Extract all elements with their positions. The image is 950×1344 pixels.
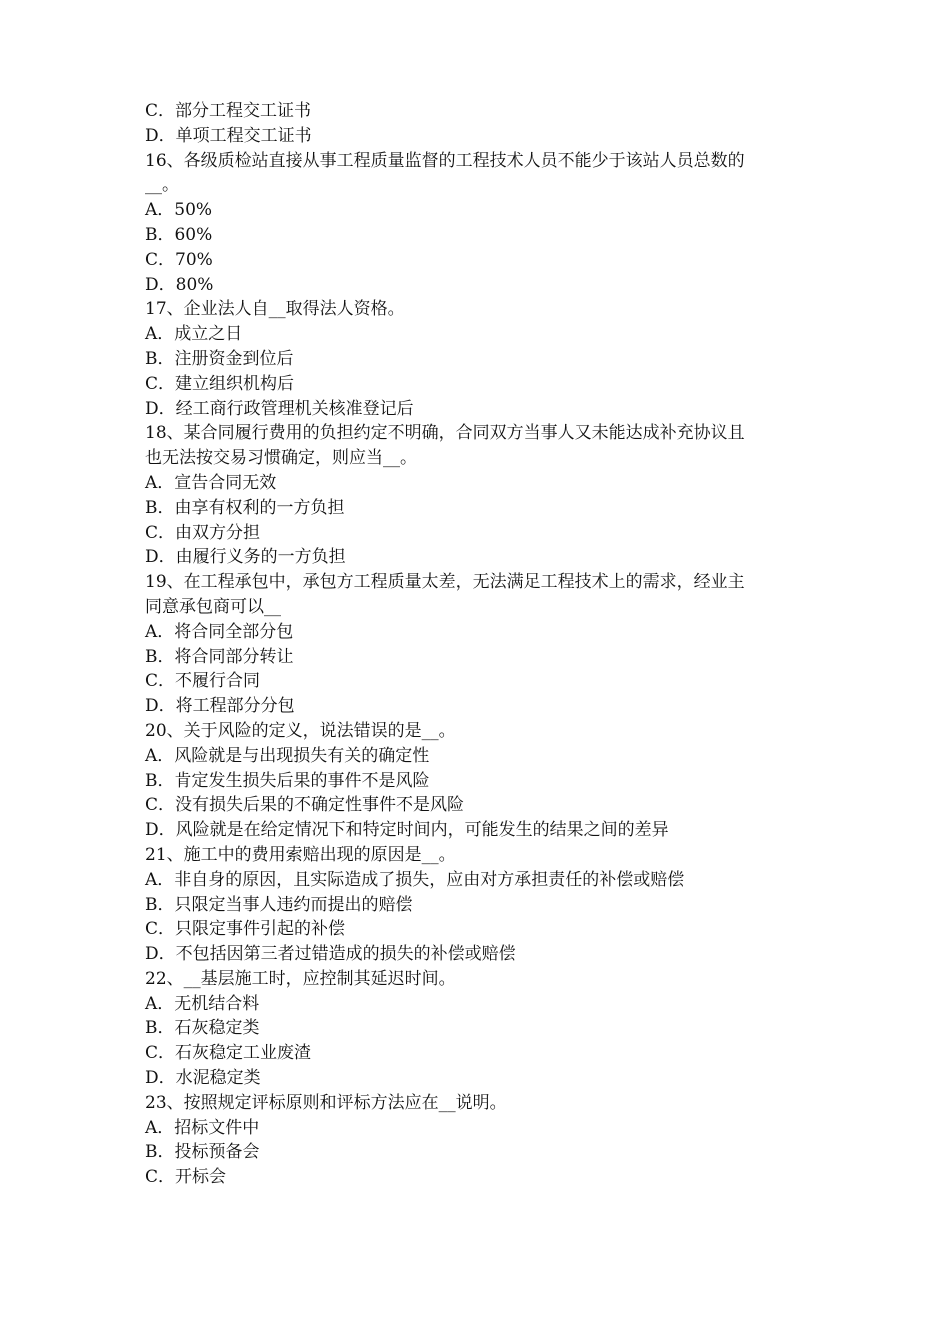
option-line: B．注册资金到位后 <box>145 348 294 369</box>
option-line: C．开标会 <box>145 1167 227 1188</box>
option-line: C．石灰稳定工业废渣 <box>145 1043 312 1064</box>
question-line: 17、企业法人自__取得法人资格。 <box>145 299 405 320</box>
option-line: B．由享有权利的一方负担 <box>145 497 345 518</box>
option-line: D．单项工程交工证书 <box>145 125 312 146</box>
question-line: 20、关于风险的定义，说法错误的是__。 <box>145 720 456 741</box>
option-line: D．风险就是在给定情况下和特定时间内，可能发生的结果之间的差异 <box>145 820 669 841</box>
option-line: D．不包括因第三者过错造成的损失的补偿或赔偿 <box>145 944 516 965</box>
question-line: 16、各级质检站直接从事工程质量监督的工程技术人员不能少于该站人员总数的 <box>145 150 745 171</box>
question-line: 19、在工程承包中，承包方工程质量太差，无法满足工程技术上的需求，经业主 <box>145 572 745 593</box>
question-line: 也无法按交易习惯确定，则应当__。 <box>145 448 417 469</box>
option-line: D．水泥稳定类 <box>145 1068 261 1089</box>
question-line: 22、__基层施工时，应控制其延迟时间。 <box>145 968 456 989</box>
option-line: D．80% <box>145 274 214 295</box>
option-line: C．部分工程交工证书 <box>145 101 312 121</box>
option-line: A．50% <box>145 200 213 221</box>
option-line: B．肯定发生损失后果的事件不是风险 <box>145 770 430 791</box>
question-line: __。 <box>145 175 179 196</box>
option-line: C．由双方分担 <box>145 522 261 543</box>
question-line: 23、按照规定评标原则和评标方法应在__说明。 <box>145 1092 507 1113</box>
option-line: D．将工程部分分包 <box>145 696 295 717</box>
option-line: A．成立之日 <box>145 324 243 345</box>
option-line: B．将合同部分转让 <box>145 646 294 667</box>
option-line: A．无机结合料 <box>145 993 260 1014</box>
option-line: C．建立组织机构后 <box>145 373 295 394</box>
option-line: C．不履行合同 <box>145 671 261 692</box>
option-line: B．石灰稳定类 <box>145 1018 260 1039</box>
option-line: B．投标预备会 <box>145 1142 260 1163</box>
option-line: C．没有损失后果的不确定性事件不是风险 <box>145 795 465 816</box>
option-line: A．非自身的原因，且实际造成了损失，应由对方承担责任的补偿或赔偿 <box>145 869 685 890</box>
option-line: C．只限定事件引起的补偿 <box>145 919 346 940</box>
option-line: D．经工商行政管理机关核准登记后 <box>145 398 414 419</box>
option-line: A．风险就是与出现损失有关的确定性 <box>145 745 430 766</box>
option-line: A．招标文件中 <box>145 1117 260 1138</box>
option-line: A．将合同全部分包 <box>145 621 294 642</box>
option-line: B．只限定当事人违约而提出的赔偿 <box>145 894 413 915</box>
option-line: D．由履行义务的一方负担 <box>145 547 346 568</box>
document-body <box>145 99 825 1190</box>
option-line: C．70% <box>145 249 213 270</box>
option-line: B．60% <box>145 224 213 245</box>
question-line: 21、施工中的费用索赔出现的原因是__。 <box>145 844 456 865</box>
question-line: 同意承包商可以__ <box>145 596 281 617</box>
option-line: A．宣告合同无效 <box>145 472 277 493</box>
question-line: 18、某合同履行费用的负担约定不明确，合同双方当事人又未能达成补充协议且 <box>145 423 745 444</box>
